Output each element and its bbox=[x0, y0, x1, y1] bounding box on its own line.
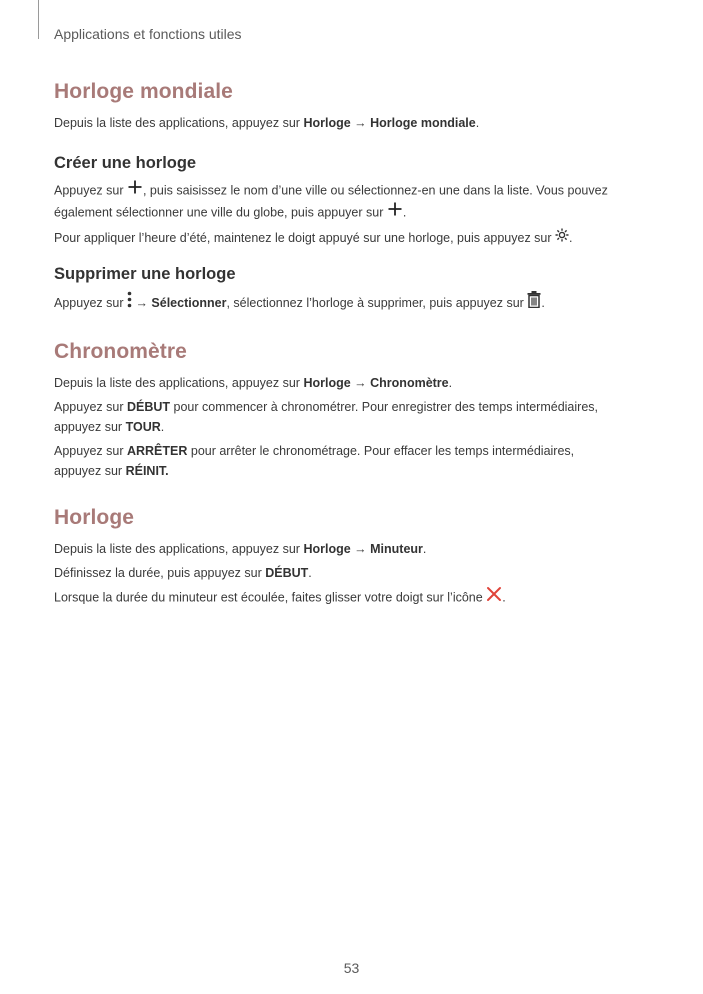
select-label: Sélectionner bbox=[151, 295, 227, 310]
subsection-title-create-clock: Créer une horloge bbox=[54, 154, 197, 172]
text: Depuis la liste des applications, appuyez sur bbox=[54, 116, 304, 130]
text: Appuyez sur bbox=[54, 443, 127, 458]
menu-target: Horloge mondiale bbox=[370, 116, 476, 130]
page-content bbox=[54, 80, 654, 609]
stop-label: ARRÊTER bbox=[126, 443, 188, 458]
app-name: Horloge bbox=[303, 375, 351, 390]
text: pour arrêter le chronométrage. Pour effacer les temps intermédiaires, bbox=[187, 443, 575, 458]
start-label: DÉBUT bbox=[265, 565, 309, 580]
text: Définissez la durée, puis appuyez sur bbox=[54, 565, 266, 580]
page-number: 53 bbox=[343, 960, 360, 976]
timer-intro bbox=[54, 539, 654, 559]
text: Appuyez sur bbox=[54, 295, 127, 310]
text: , puis saisissez le nom d’une ville ou sélectionnez-en une dans la liste. Vous pouvez bbox=[142, 183, 608, 198]
section-title-stopwatch: Chronomètre bbox=[54, 339, 187, 363]
plus-icon bbox=[127, 179, 143, 201]
close-icon bbox=[486, 586, 502, 608]
arrow: → bbox=[350, 116, 371, 130]
text: appuyez sur bbox=[54, 463, 126, 478]
text: Pour appliquer l’heure d’été, maintenez le doigt appuyé sur une horloge, puis appuyez sur bbox=[54, 231, 556, 245]
text: Depuis la liste des applications, appuyez sur bbox=[54, 541, 304, 556]
text: Depuis la liste des applications, appuyez sur bbox=[54, 375, 304, 390]
sun-icon bbox=[555, 228, 569, 248]
subsection-title-delete-clock: Supprimer une horloge bbox=[54, 264, 236, 283]
arrow: → bbox=[131, 295, 152, 310]
timer-paragraph-2 bbox=[54, 563, 654, 583]
page-header-title: Applications et fonctions utiles bbox=[54, 26, 242, 42]
create-clock-paragraph-2 bbox=[54, 228, 654, 249]
section-title-world-clock: Horloge mondiale bbox=[54, 80, 233, 103]
text: . bbox=[422, 541, 427, 556]
app-name: Horloge bbox=[303, 541, 351, 556]
section-title-timer: Horloge bbox=[54, 505, 135, 529]
create-clock-paragraph-1 bbox=[54, 180, 654, 224]
text: . bbox=[160, 419, 165, 434]
timer-paragraph-3 bbox=[54, 587, 654, 609]
text: Appuyez sur bbox=[54, 183, 127, 198]
trash-icon bbox=[527, 291, 541, 314]
text: appuyez sur bbox=[54, 419, 126, 434]
header-rule bbox=[38, 0, 39, 39]
arrow: → bbox=[350, 375, 371, 390]
text: également sélectionner une ville du globe, puis appuyer sur bbox=[54, 205, 387, 220]
text: . bbox=[541, 295, 545, 310]
menu-target: Chronomètre bbox=[370, 375, 449, 390]
text: . bbox=[502, 590, 506, 604]
lap-label: TOUR bbox=[125, 419, 161, 434]
stopwatch-intro bbox=[54, 373, 654, 393]
delete-clock-paragraph bbox=[54, 292, 654, 315]
text: pour commencer à chronométrer. Pour enregistrer des temps intermédiaires, bbox=[170, 399, 598, 414]
arrow: → bbox=[350, 541, 371, 556]
menu-target: Minuteur bbox=[370, 541, 423, 556]
plus-icon bbox=[387, 201, 403, 223]
more-options-icon bbox=[127, 291, 132, 314]
text: . bbox=[448, 375, 453, 390]
app-name: Horloge bbox=[303, 116, 351, 130]
text: . bbox=[308, 565, 312, 580]
text: . bbox=[402, 205, 407, 220]
text: , sélectionnez l’horloge à supprimer, puis appuyez sur bbox=[226, 295, 528, 310]
world-clock-intro bbox=[54, 113, 654, 133]
text: Appuyez sur bbox=[54, 399, 127, 414]
reset-label: RÉINIT. bbox=[125, 463, 169, 478]
text: . bbox=[475, 116, 480, 130]
stopwatch-paragraph-3 bbox=[54, 441, 654, 481]
text: . bbox=[569, 231, 573, 245]
start-label: DÉBUT bbox=[126, 399, 171, 414]
text: Lorsque la durée du minuteur est écoulée, faites glisser votre doigt sur l’icône bbox=[54, 590, 487, 604]
stopwatch-paragraph-2 bbox=[54, 397, 654, 437]
